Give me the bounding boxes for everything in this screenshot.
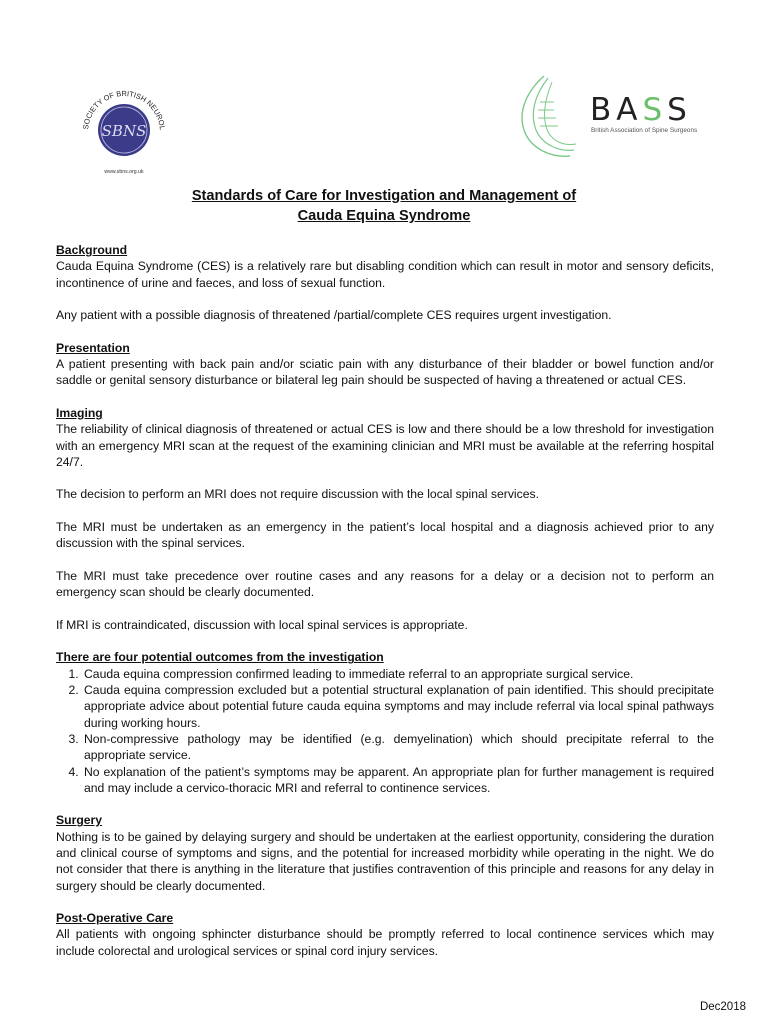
footer-date: Dec2018 bbox=[699, 1001, 746, 1013]
list-item: 3. Non-compressive pathology may be identified (e.g. demyelination) which should precipitate referral to the appropriate service. bbox=[82, 731, 714, 764]
heading-imaging: Imaging bbox=[56, 405, 103, 420]
bass-wordmark: BASS bbox=[590, 92, 692, 128]
paragraph: Any patient with a possible diagnosis of threatened /partial/complete CES requires urgent investigation. bbox=[56, 308, 612, 323]
bass-logo bbox=[518, 72, 718, 162]
paragraph: All patients with ongoing sphincter disturbance should be promptly referred to local continence services which may include colorectal and urological services or spinal cord injury services. bbox=[56, 927, 714, 958]
title-line-2: Cauda Equina Syndrome bbox=[297, 208, 471, 224]
paragraph: If MRI is contraindicated, discussion with local spinal services is appropriate. bbox=[56, 617, 468, 632]
heading-surgery: Surgery bbox=[56, 813, 103, 828]
list-item: 4. No explanation of the patient’s symptoms may be apparent. An appropriate plan for further management is required and may include a cervico-thoracic MRI and referral to continence services. bbox=[82, 764, 714, 797]
spine-icon bbox=[518, 72, 588, 162]
heading-outcomes: There are four potential outcomes from the investigation bbox=[56, 650, 384, 665]
paragraph: A patient presenting with back pain and/or sciatic pain with any disturbance of their bladder or bowel function and/or saddle or genital sensory disturbance or bilateral leg pain should be suspected of having a threatened or actual CES. bbox=[56, 357, 714, 388]
sbns-ring-text: SOCIETY OF BRITISH NEUROL bbox=[81, 88, 167, 131]
sbns-monogram: SBNS bbox=[101, 122, 147, 140]
paragraph: The decision to perform an MRI does not require discussion with the local spinal services. bbox=[56, 487, 539, 502]
document-title bbox=[0, 186, 768, 226]
bass-subtitle: British Association of Spine Surgeons bbox=[591, 127, 698, 134]
heading-presentation: Presentation bbox=[56, 340, 130, 355]
sbns-seal-icon bbox=[70, 80, 178, 180]
paragraph: Nothing is to be gained by delaying surgery and should be undertaken at the earliest opportunity, considering the duration and clinical course of symptoms and signs, and the potential for increased morbidity while operating in the night. We do not consider that there is anything in the literature that justifies contravention of this principle and reasons for any delay in surgery should be clearly documented. bbox=[56, 829, 714, 893]
paragraph: The reliability of clinical diagnosis of threatened or actual CES is low and there should be a low threshold for investigation with an emergency MRI scan at the request of the examining clinician and MRI must be available at the referring hospital 24/7. bbox=[56, 422, 714, 469]
outcomes-list bbox=[56, 666, 714, 796]
paragraph: The MRI must take precedence over routine cases and any reasons for a delay or a decision not to perform an emergency scan should be clearly documented. bbox=[56, 568, 714, 600]
heading-postop: Post-Operative Care bbox=[56, 911, 174, 926]
list-item: 2. Cauda equina compression excluded but a potential structural explanation of pain identified. This should precipitate appropriate advice about potential future cauda equina symptoms and may include referral via local spinal pathways during working hours. bbox=[82, 682, 714, 731]
paragraph: The MRI must be undertaken as an emergency in the patient’s local hospital and a diagnosis achieved prior to any discussion with the spinal services. bbox=[56, 520, 714, 551]
sbns-logo bbox=[70, 80, 178, 180]
list-item: 1. Cauda equina compression confirmed leading to immediate referral to an appropriate surgical service. bbox=[82, 666, 714, 682]
document-body bbox=[56, 242, 714, 959]
sbns-url: www.sbns.org.uk bbox=[104, 169, 144, 175]
heading-background: Background bbox=[56, 243, 128, 257]
paragraph: Cauda Equina Syndrome (CES) is a relatively rare but disabling condition which can result in motor and sensory deficits, incontinence of urine and faeces, and loss of sexual function. bbox=[56, 259, 714, 290]
title-line-1: Standards of Care for Investigation and Management of bbox=[191, 188, 577, 204]
